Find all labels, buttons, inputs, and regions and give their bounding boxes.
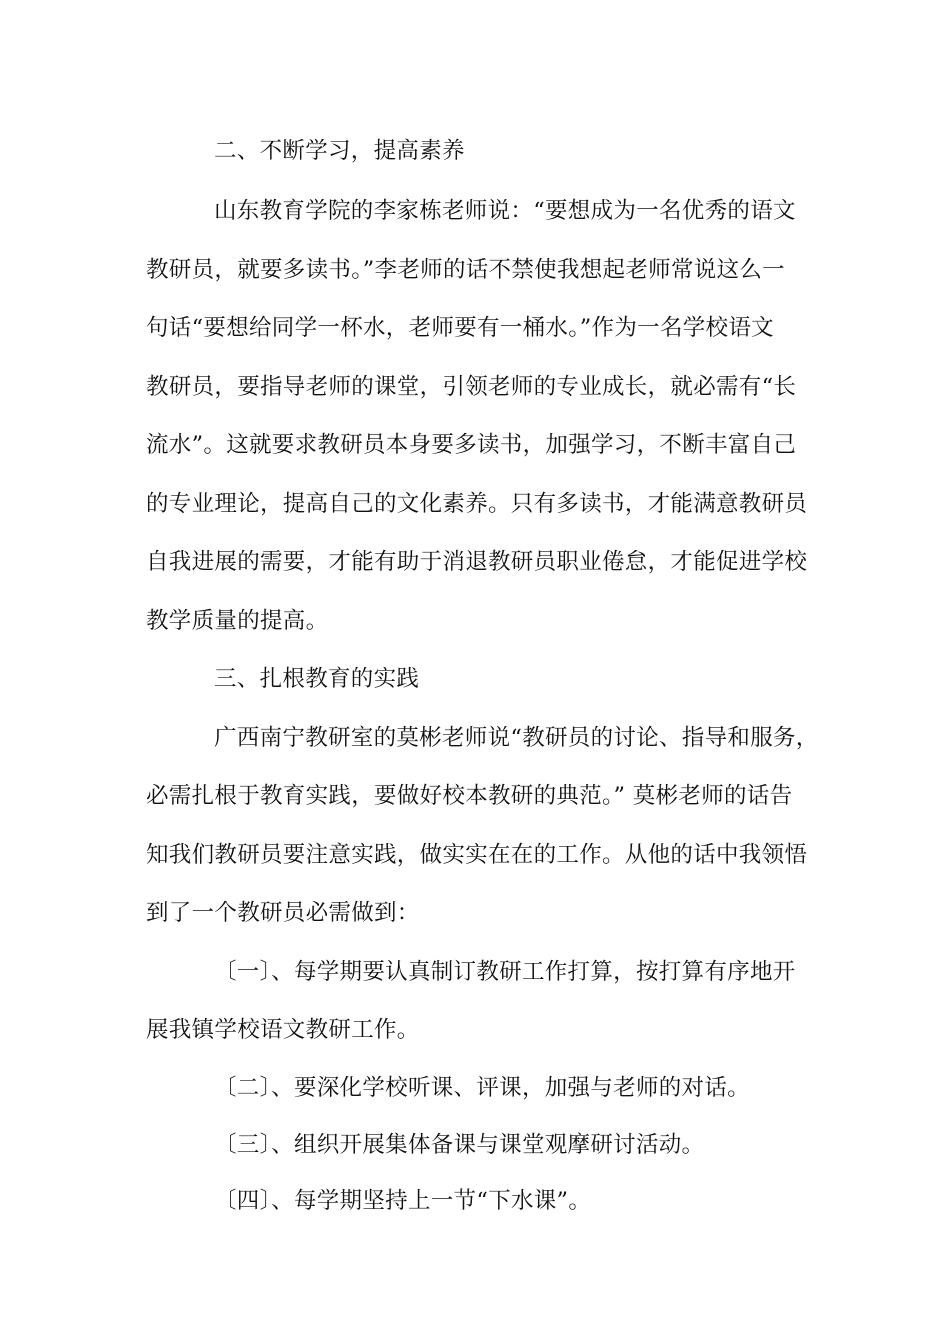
paragraph-line: 教学质量的提高。 bbox=[146, 608, 329, 634]
paragraph-line: 必需扎根于教育实践，要做好校本教研的典范。” 莫彬老师的话告 bbox=[146, 783, 793, 809]
paragraph-line: 到了一个教研员必需做到： bbox=[146, 900, 420, 926]
paragraph-line: 流水”。这就要求教研员本身要多读书，加强学习，不断丰富自己 bbox=[146, 432, 797, 458]
paragraph-line: 教研员，就要多读书。”李老师的话不禁使我想起老师常说这么一 bbox=[146, 257, 785, 283]
list-item-3: 〔三〕、组织开展集体备课与课堂观摩研讨活动。 bbox=[214, 1132, 705, 1158]
paragraph-line: 句话“要想给同学一杯水，老师要有一桶水。”作为一名学校语文 bbox=[146, 315, 774, 341]
section-heading-2: 二、不断学习，提高素养 bbox=[214, 138, 465, 164]
list-item-2: 〔二〕、要深化学校听课、评课，加强与老师的对话。 bbox=[214, 1075, 750, 1101]
paragraph-line: 的专业理论，提高自己的文化素养。只有多读书，才能满意教研员 bbox=[146, 491, 808, 517]
paragraph-line: 知我们教研员要注意实践，做实实在在的工作。从他的话中我领悟 bbox=[146, 842, 808, 868]
list-item-4: 〔四〕、每学期坚持上一节“下水课”。 bbox=[214, 1188, 592, 1214]
paragraph-line: 山东教育学院的李家栋老师说：“要想成为一名优秀的语文 bbox=[214, 198, 796, 224]
paragraph-line: 广西南宁教研室的莫彬老师说“教研员的讨论、指导和服务， bbox=[214, 725, 819, 751]
list-item-1-cont: 展我镇学校语文教研工作。 bbox=[146, 1017, 420, 1043]
paragraph-line: 自我进展的需要，才能有助于消退教研员职业倦怠，才能促进学校 bbox=[146, 549, 808, 575]
paragraph-line: 教研员，要指导老师的课堂，引领老师的专业成长，就必需有“长 bbox=[146, 374, 797, 400]
section-heading-3: 三、扎根教育的实践 bbox=[214, 666, 420, 692]
list-item-1: 〔一〕、每学期要认真制订教研工作打算，按打算有序地开 bbox=[214, 959, 796, 985]
